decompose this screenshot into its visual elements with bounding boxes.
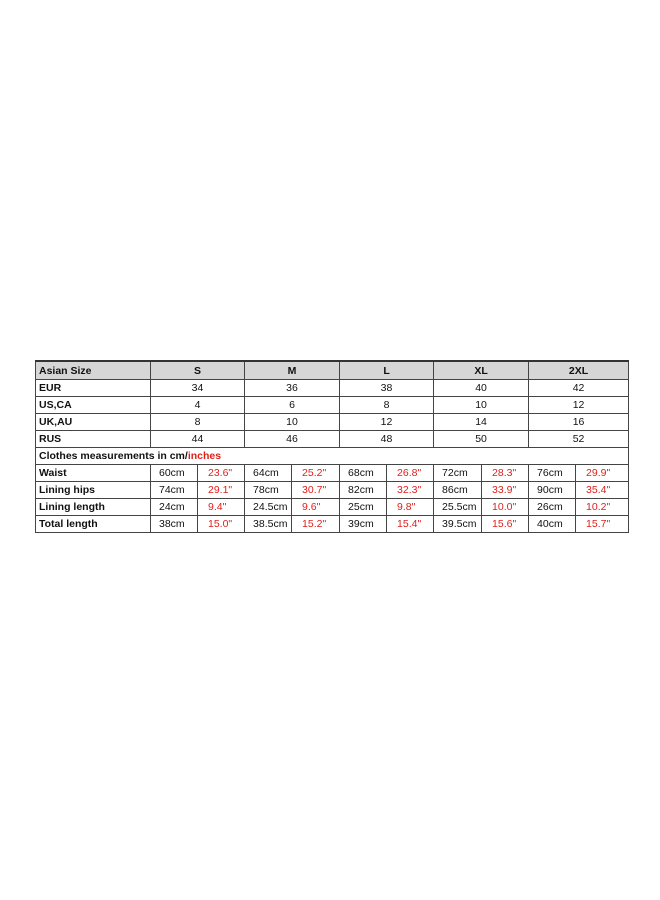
inch-value: 25.2" — [292, 465, 340, 482]
size-header-s: S — [151, 361, 245, 380]
cm-value: 38.5cm — [245, 516, 292, 533]
size-value: 10 — [434, 397, 529, 414]
size-value: 46 — [245, 431, 340, 448]
measurement-row — [36, 499, 629, 516]
size-value: 44 — [151, 431, 245, 448]
size-value: 40 — [434, 380, 529, 397]
size-header-l: L — [340, 361, 434, 380]
header-row — [36, 361, 629, 380]
inch-value: 33.9" — [482, 482, 529, 499]
cm-value: 74cm — [151, 482, 198, 499]
row-label: Total length — [36, 516, 151, 533]
measurement-row — [36, 465, 629, 482]
size-value: 48 — [340, 431, 434, 448]
cm-value: 38cm — [151, 516, 198, 533]
cm-value: 78cm — [245, 482, 292, 499]
size-row — [36, 431, 629, 448]
inch-value: 28.3" — [482, 465, 529, 482]
inch-value: 10.2" — [576, 499, 629, 516]
inch-value: 30.7" — [292, 482, 340, 499]
cm-value: 26cm — [529, 499, 576, 516]
row-label: US,CA — [36, 397, 151, 414]
size-value: 4 — [151, 397, 245, 414]
cm-value: 24.5cm — [245, 499, 292, 516]
size-value: 10 — [245, 414, 340, 431]
cm-value: 82cm — [340, 482, 387, 499]
measurements-section-row — [36, 448, 629, 465]
cm-value: 40cm — [529, 516, 576, 533]
size-header-2xl: 2XL — [529, 361, 629, 380]
measurement-row — [36, 482, 629, 499]
row-label: UK,AU — [36, 414, 151, 431]
size-value: 50 — [434, 431, 529, 448]
row-label: Lining hips — [36, 482, 151, 499]
size-chart-body — [36, 361, 629, 533]
inch-value: 15.4" — [387, 516, 434, 533]
cm-value: 60cm — [151, 465, 198, 482]
inch-value: 26.8" — [387, 465, 434, 482]
size-header-xl: XL — [434, 361, 529, 380]
inch-value: 32.3" — [387, 482, 434, 499]
row-label: Lining length — [36, 499, 151, 516]
cm-value: 64cm — [245, 465, 292, 482]
size-value: 16 — [529, 414, 629, 431]
size-value: 42 — [529, 380, 629, 397]
cm-value: 39.5cm — [434, 516, 482, 533]
inch-value: 15.2" — [292, 516, 340, 533]
inch-value: 9.6" — [292, 499, 340, 516]
size-value: 52 — [529, 431, 629, 448]
inch-value: 23.6" — [198, 465, 245, 482]
size-value: 36 — [245, 380, 340, 397]
cm-value: 68cm — [340, 465, 387, 482]
inch-value: 35.4" — [576, 482, 629, 499]
inch-value: 10.0" — [482, 499, 529, 516]
size-chart-table — [35, 360, 629, 533]
inch-value: 15.6" — [482, 516, 529, 533]
cm-value: 76cm — [529, 465, 576, 482]
cm-value: 25.5cm — [434, 499, 482, 516]
row-label: EUR — [36, 380, 151, 397]
header-label: Asian Size — [36, 361, 151, 380]
size-value: 6 — [245, 397, 340, 414]
row-label: Waist — [36, 465, 151, 482]
inch-value: 29.1" — [198, 482, 245, 499]
size-value: 12 — [340, 414, 434, 431]
section-title-prefix: Clothes measurements in cm/ — [39, 450, 188, 462]
size-value: 8 — [340, 397, 434, 414]
section-title-accent: inches — [187, 450, 222, 462]
inch-value: 9.4" — [198, 499, 245, 516]
cm-value: 72cm — [434, 465, 482, 482]
cm-value: 39cm — [340, 516, 387, 533]
inch-value: 15.0" — [198, 516, 245, 533]
cm-value: 24cm — [151, 499, 198, 516]
size-value: 38 — [340, 380, 434, 397]
size-value: 8 — [151, 414, 245, 431]
size-row — [36, 414, 629, 431]
cm-value: 25cm — [340, 499, 387, 516]
measurements-section-title — [36, 448, 629, 465]
row-label: RUS — [36, 431, 151, 448]
measurement-row — [36, 516, 629, 533]
cm-value: 90cm — [529, 482, 576, 499]
inch-value: 15.7" — [576, 516, 629, 533]
size-row — [36, 380, 629, 397]
size-value: 12 — [529, 397, 629, 414]
size-value: 34 — [151, 380, 245, 397]
size-value: 14 — [434, 414, 529, 431]
inch-value: 9.8" — [387, 499, 434, 516]
size-header-m: M — [245, 361, 340, 380]
size-row — [36, 397, 629, 414]
cm-value: 86cm — [434, 482, 482, 499]
inch-value: 29.9" — [576, 465, 629, 482]
